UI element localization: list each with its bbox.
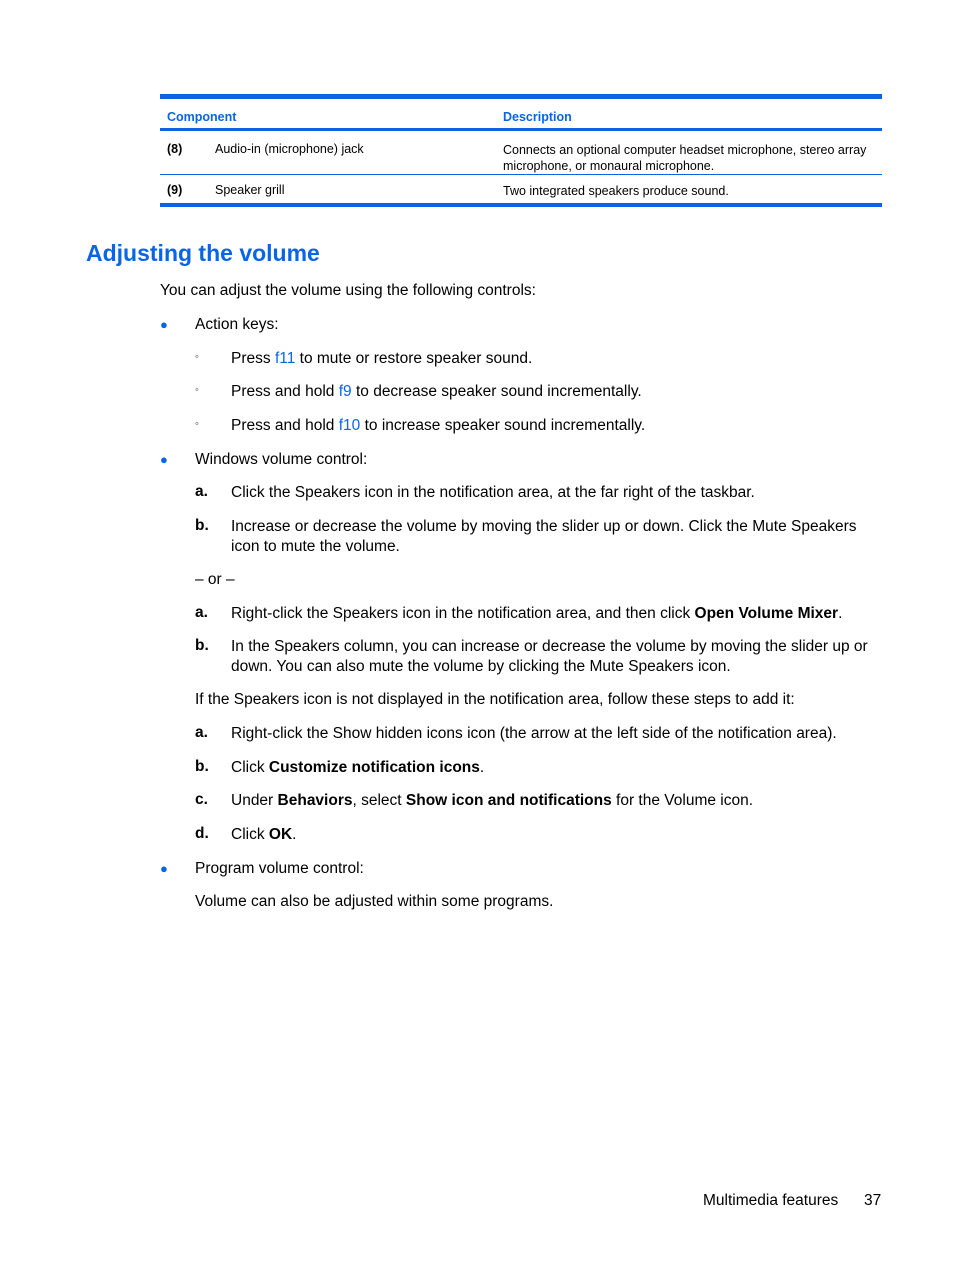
step-text: Right-click the Speakers icon in the notification area, and then click Open Volume Mixer. — [231, 605, 843, 622]
sub-bullet-icon: ◦ — [195, 384, 199, 396]
intro-text: You can adjust the volume using the following controls: — [160, 282, 536, 299]
action-key-item: Press and hold f10 to increase speaker sound incrementally. — [231, 417, 646, 434]
step-text: Right-click the Show hidden icons icon (the arrow at the left side of the notification area). — [231, 725, 837, 742]
sub-bullet-icon: ◦ — [195, 418, 199, 430]
action-keys-label: Action keys: — [195, 316, 279, 333]
component-table — [160, 94, 882, 207]
key-f11-link[interactable]: f11 — [274, 350, 296, 367]
bullet-icon: ● — [160, 317, 168, 332]
step-text: In the Speakers column, you can increase or decrease the volume by moving the slider up or down. You can also mute the volume by clicking the Mute Speakers icon. — [231, 638, 868, 675]
section-title: Adjusting the volume — [86, 240, 320, 266]
step-letter: b. — [195, 517, 209, 534]
table-bottom-rule — [160, 203, 882, 207]
step-letter: a. — [195, 483, 208, 500]
action-key-item: Press f11 to mute or restore speaker sound. — [231, 350, 533, 367]
row-component: Audio-in (microphone) jack — [215, 142, 364, 156]
step-letter: d. — [195, 825, 209, 842]
table-row — [160, 175, 882, 203]
step-text: Click the Speakers icon in the notification area, at the far right of the taskbar. — [231, 484, 755, 501]
step-letter: a. — [195, 604, 208, 621]
sub-bullet-icon: ◦ — [195, 351, 199, 363]
header-component: Component — [167, 110, 237, 124]
bullet-icon: ● — [160, 861, 168, 876]
bullet-icon: ● — [160, 452, 168, 467]
step-letter: b. — [195, 637, 209, 654]
program-label: Program volume control: — [195, 860, 364, 877]
if-text: If the Speakers icon is not displayed in the notification area, follow these steps to add it: — [195, 691, 795, 708]
action-key-item: Press and hold f9 to decrease speaker sound incrementally. — [231, 383, 642, 400]
table-row — [160, 131, 882, 174]
step-letter: b. — [195, 758, 209, 775]
row-description: Two integrated speakers produce sound. — [503, 184, 729, 198]
key-f9-link[interactable]: f9 — [338, 383, 352, 400]
step-text: Under Behaviors, select Show icon and notifications for the Volume icon. — [231, 792, 754, 809]
windows-label: Windows volume control: — [195, 451, 368, 468]
step-letter: a. — [195, 724, 208, 741]
key-f10-link[interactable]: f10 — [338, 417, 361, 434]
or-separator: – or – — [195, 571, 235, 588]
header-description: Description — [503, 110, 572, 124]
row-number: (8) — [167, 142, 183, 156]
program-text: Volume can also be adjusted within some programs. — [195, 893, 554, 910]
step-letter: c. — [195, 791, 208, 808]
table-header — [160, 99, 882, 128]
row-component: Speaker grill — [215, 183, 285, 197]
step-text: Increase or decrease the volume by moving the slider up or down. Click the Mute Speakers icon to mute the volume. — [231, 518, 857, 555]
row-description: Connects an optional computer headset microphone, stereo array microphone, or monaural microphone. — [503, 143, 867, 173]
step-text: Click Customize notification icons. — [231, 759, 485, 776]
page-number: 37 — [864, 1192, 882, 1209]
row-number: (9) — [167, 183, 183, 197]
footer-section: Multimedia features — [703, 1192, 839, 1209]
step-text: Click OK. — [231, 826, 297, 843]
